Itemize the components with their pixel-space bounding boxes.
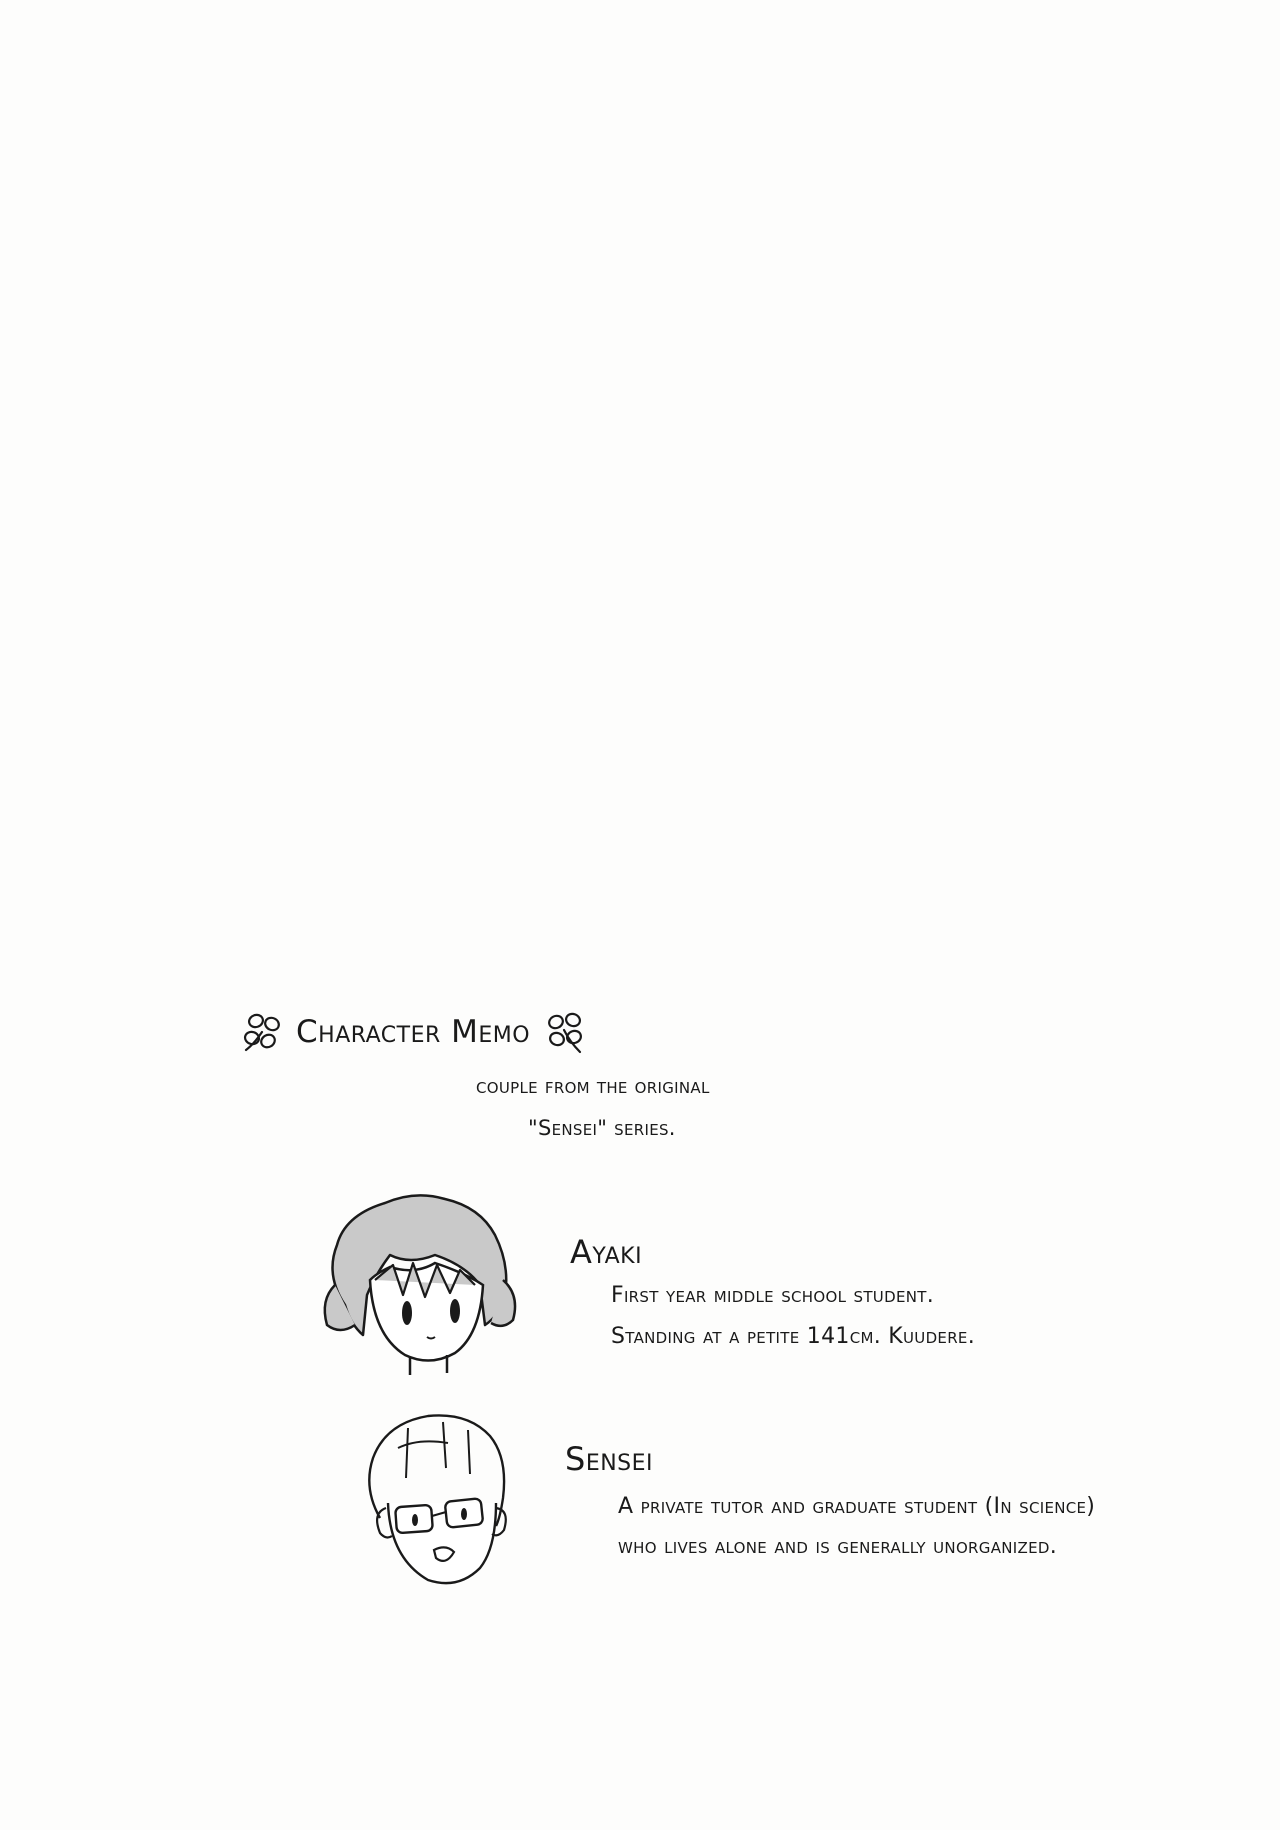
girl-portrait-icon	[315, 1185, 525, 1385]
flower-icon	[540, 1008, 588, 1056]
character-description-line: who lives alone and is generally unorganized.	[618, 1534, 1057, 1559]
character-description-line: A private tutor and graduate student (In science)	[618, 1494, 1096, 1519]
character-description-line: Standing at a petite 141cm. Kuudere.	[611, 1324, 976, 1349]
memo-header	[238, 1008, 588, 1056]
memo-title: Character Memo	[296, 1013, 531, 1050]
character-description-line: First year middle school student.	[611, 1283, 934, 1308]
flower-icon	[238, 1008, 286, 1056]
man-with-glasses-portrait-icon	[358, 1408, 518, 1593]
character-name-sensei: Sensei	[565, 1440, 654, 1478]
character-name-ayaki: Ayaki	[570, 1233, 643, 1271]
memo-subtitle-line1: couple from the original	[476, 1074, 710, 1098]
memo-subtitle-line2: "Sensei" series.	[528, 1116, 676, 1140]
